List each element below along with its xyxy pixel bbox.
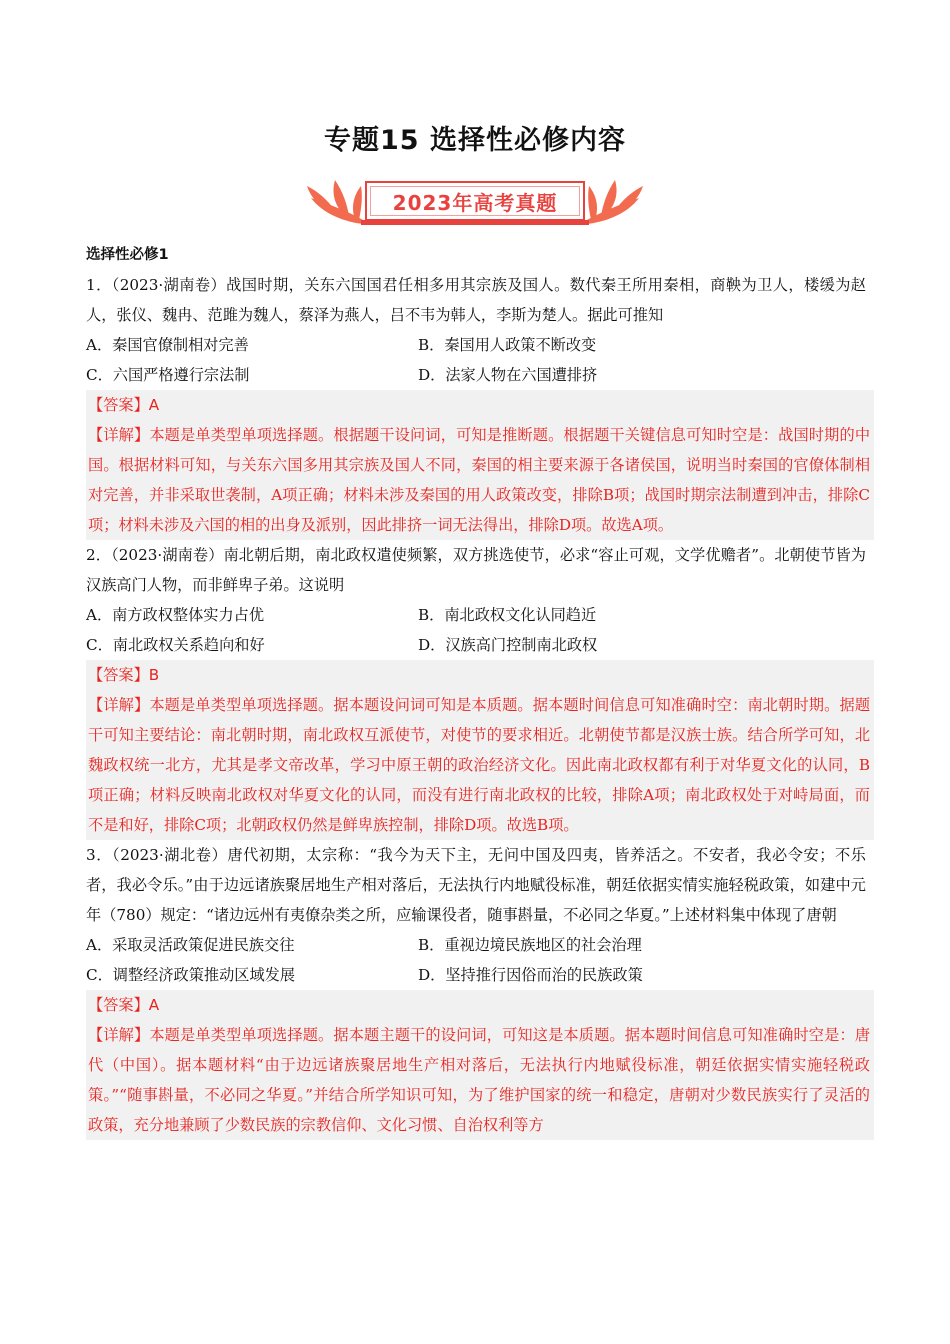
question-3: [86, 840, 870, 1140]
option-a: A．秦国官僚制相对完善: [86, 336, 249, 354]
document-body: [86, 240, 870, 1140]
option-c: C．六国严格遵行宗法制: [86, 366, 250, 384]
option-d: D．法家人物在六国遭排挤: [418, 366, 598, 384]
option-d: D．汉族高门控制南北政权: [418, 636, 598, 654]
question-2: [86, 540, 870, 840]
answer-block: [86, 990, 874, 1140]
answer-label: 【答案】A: [88, 396, 160, 414]
option-c: C．南北政权关系趋向和好: [86, 636, 265, 654]
question-1: [86, 270, 870, 540]
answer-label: 【答案】A: [88, 996, 160, 1014]
options-grid: [86, 930, 866, 990]
answer-detail: 【详解】本题是单类型单项选择题。据本题设问词可知是本质题。据本题时间信息可知准确时空：南北朝时期。据题干可知主要结论：南北朝时期，南北政权互派使节，对使节的要求相近。北朝使节都是汉族士族。结合所学可知，北魏政权统一北方，尤其是孝文帝改革，学习中原王朝的政治经济文化。因此南北政权都有利于对华夏文化的认同，B项正确；材料反映南北政权对华夏文化的认同，而没有进行南北政权的比较，排除A项；南北政权处于对峙局面，而不是和好，排除C项；北朝政权仍然是鲜卑族控制，排除D项。故选B项。: [88, 696, 870, 834]
section-heading: 选择性必修1: [86, 247, 169, 263]
answer-detail: 【详解】本题是单类型单项选择题。根据题干设问词，可知是推断题。根据题干关键信息可知时空是：战国时期的中国。根据材料可知，与关东六国多用其宗族及国人不同，秦国的相主要来源于各诸侯国，说明当时秦国的官僚体制相对完善，并非采取世袭制，A项正确；材料未涉及秦国的用人政策改变，排除B项；战国时期宗法制遭到冲击，排除C项；材料未涉及六国的相的出身及派别，因此排挤一词无法得出，排除D项。故选A项。: [88, 426, 870, 534]
options-grid: [86, 330, 866, 390]
option-c: C．调整经济政策推动区域发展: [86, 966, 296, 984]
question-stem: 2．（2023·湖南卷）南北朝后期，南北政权遣使频繁，双方挑选使节，必求“容止可观，文学优赡者”。北朝使节皆为汉族高门人物，而非鲜卑子弟。这说明: [86, 546, 866, 594]
option-a: A．南方政权整体实力占优: [86, 606, 265, 624]
answer-detail: 【详解】本题是单类型单项选择题。据本题主题干的设问词，可知这是本质题。据本题时间信息可知准确时空是：唐代（中国）。据本题材料“由于边远诸族聚居地生产相对落后，无法执行内地赋役标准，朝廷依据实情实施轻税政策。”“随事斟量，不必同之华夏。”并结合所学知识可知，为了维护国家的统一和稳定，唐朝对少数民族实行了灵活的政策，充分地兼顾了少数民族的宗教信仰、文化习惯、自治权利等方: [88, 1026, 870, 1134]
question-stem: 3．（2023·湖北卷）唐代初期，太宗称：“我今为天下主，无问中国及四夷，皆养活之。不安者，我必令安；不乐者，我必令乐。”由于边远诸族聚居地生产相对落后，无法执行内地赋役标准，朝廷依据实情实施轻税政策，如建中元年（780）规定：“诸边远州有夷僚杂类之所，应输课役者，随事斟量，不必同之华夏。”上述材料集中体现了唐朝: [86, 846, 866, 924]
question-stem: 1．（2023·湖南卷）战国时期，关东六国国君任相多用其宗族及国人。数代秦王所用秦相，商鞅为卫人，楼缓为赵人，张仪、魏冉、范雎为魏人，蔡泽为燕人，吕不韦为韩人，李斯为楚人。据此可推知: [86, 276, 866, 324]
answer-block: [86, 660, 874, 840]
option-a: A．采取灵活政策促进民族交往: [86, 936, 295, 954]
answer-label: 【答案】B: [88, 666, 160, 684]
page-title: 专题15 选择性必修内容: [324, 125, 626, 156]
option-b: B．南北政权文化认同趋近: [418, 606, 597, 624]
banner-label: 2023年高考真题: [392, 190, 558, 215]
option-b: B．秦国用人政策不断改变: [418, 336, 597, 354]
option-d: D．坚持推行因俗而治的民族政策: [418, 966, 643, 984]
banner-box: [365, 181, 585, 221]
options-grid: [86, 600, 866, 660]
answer-block: [86, 390, 874, 540]
year-banner: [305, 176, 645, 228]
option-b: B．重视边境民族地区的社会治理: [418, 936, 642, 954]
